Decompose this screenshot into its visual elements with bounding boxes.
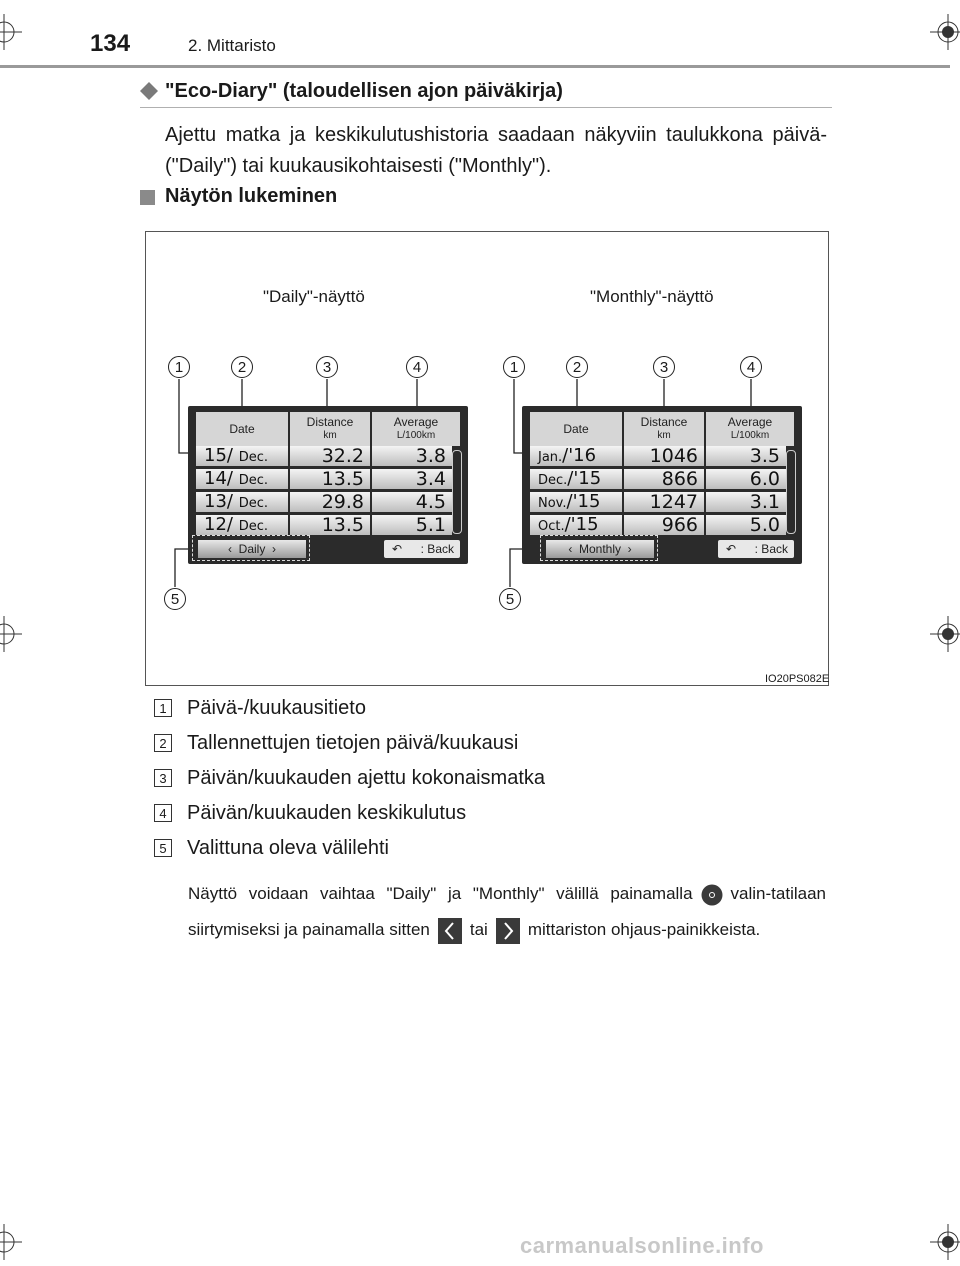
- tab-monthly[interactable]: ‹ Monthly ›: [546, 540, 654, 558]
- left-arrow-button-icon: [438, 918, 462, 944]
- legend-text: Päivän/kuukauden keskikulutus: [187, 802, 467, 824]
- distance-header: Distance km: [290, 412, 370, 446]
- distance-cell: 29.8: [290, 492, 370, 512]
- crop-mark-icon: [930, 616, 960, 652]
- legend-number: 3: [154, 769, 172, 787]
- callout-5: 5: [164, 588, 186, 610]
- distance-header: Distance km: [624, 412, 704, 446]
- diamond-icon: [140, 82, 158, 100]
- section-rule: [140, 107, 832, 108]
- note-paragraph: Näyttö voidaan vaihtaa "Daily" ja "Monthly" välillä painamalla valin-tatilaan siirtymiseksi ja painamalla sitten tai mittariston ohjaus-painikkeista.: [188, 876, 826, 948]
- monthly-screen-caption: "Monthly"-näyttö: [590, 287, 714, 306]
- distance-cell: 13.5: [290, 469, 370, 489]
- callout-4: 4: [406, 356, 428, 378]
- callout-3: 3: [316, 356, 338, 378]
- table-row: [530, 446, 786, 466]
- chapter-title: 2. Mittaristo: [188, 36, 276, 55]
- legend-number: 1: [154, 699, 172, 717]
- average-cell: 6.0: [706, 469, 786, 489]
- back-arrow-icon: ↶: [392, 542, 403, 556]
- callout-4: 4: [740, 356, 762, 378]
- distance-cell: 32.2: [290, 446, 370, 466]
- callout-5: 5: [499, 588, 521, 610]
- distance-cell: 13.5: [290, 515, 370, 535]
- daily-screen-caption: "Daily"-näyttö: [263, 287, 365, 306]
- back-arrow-icon: ↶: [726, 542, 737, 556]
- legend-text: Päivän/kuukauden ajettu kokonaismatka: [187, 767, 546, 789]
- date-cell: Nov./'15: [530, 492, 622, 512]
- tab-daily[interactable]: ‹ Daily ›: [198, 540, 306, 558]
- date-header: Date: [196, 412, 288, 446]
- legend-text: Valittuna oleva välilehti: [187, 837, 389, 859]
- average-cell: 3.5: [706, 446, 786, 466]
- table-row: [530, 515, 786, 535]
- section-title: "Eco-Diary" (taloudellisen ajon päiväkirja): [165, 80, 563, 102]
- callout-3: 3: [653, 356, 675, 378]
- intro-paragraph: Ajettu matka ja keskikulutushistoria saadaan näkyviin taulukkona päivä- ("Daily") tai kuukausikohtaisesti ("Monthly").: [165, 124, 827, 177]
- average-header: Average L/100km: [372, 412, 460, 446]
- daily-screen: [188, 406, 468, 564]
- square-bullet-icon: [140, 190, 155, 205]
- date-cell: 13/ Dec.: [196, 492, 288, 512]
- crop-mark-icon: [930, 14, 960, 50]
- average-cell: 5.0: [706, 515, 786, 535]
- legend-text: Tallennettujen tietojen päivä/kuukausi: [187, 732, 519, 754]
- back-button[interactable]: ↶ : Back: [384, 540, 460, 558]
- back-button[interactable]: ↶ : Back: [718, 540, 794, 558]
- date-cell: 14/ Dec.: [196, 469, 288, 489]
- monthly-screen: [522, 406, 802, 564]
- scrollbar[interactable]: [452, 450, 462, 534]
- date-cell: Jan./'16: [530, 446, 622, 466]
- table-row: [530, 469, 786, 489]
- crop-mark-icon: [0, 14, 22, 50]
- scrollbar[interactable]: [786, 450, 796, 534]
- date-cell: 12/ Dec.: [196, 515, 288, 535]
- callout-1: 1: [503, 356, 525, 378]
- ok-button-icon: [701, 884, 723, 906]
- legend-text: Päivä-/kuukausitieto: [187, 697, 366, 719]
- right-arrow-button-icon: [496, 918, 520, 944]
- subsection-title: Näytön lukeminen: [165, 185, 338, 207]
- average-header: Average L/100km: [706, 412, 794, 446]
- legend-number: 2: [154, 734, 172, 752]
- distance-cell: 966: [624, 515, 704, 535]
- average-cell: 3.8: [372, 446, 452, 466]
- date-cell: Dec./'15: [530, 469, 622, 489]
- table-row: [530, 492, 786, 512]
- crop-mark-icon: [0, 616, 22, 652]
- table-row: [196, 469, 452, 489]
- date-cell: 15/ Dec.: [196, 446, 288, 466]
- distance-cell: 1247: [624, 492, 704, 512]
- table-row: [196, 446, 452, 466]
- distance-cell: 1046: [624, 446, 704, 466]
- callout-2: 2: [231, 356, 253, 378]
- page-number: 134: [90, 30, 131, 57]
- crop-mark-icon: [0, 1224, 22, 1260]
- callout-1: 1: [168, 356, 190, 378]
- legend-number: 4: [154, 804, 172, 822]
- average-cell: 4.5: [372, 492, 452, 512]
- distance-cell: 866: [624, 469, 704, 489]
- date-header: Date: [530, 412, 622, 446]
- header-rule: [0, 65, 950, 68]
- watermark: carmanualsonline.info: [520, 1233, 764, 1258]
- table-row: [196, 492, 452, 512]
- callout-2: 2: [566, 356, 588, 378]
- table-row: [196, 515, 452, 535]
- legend-number: 5: [154, 839, 172, 857]
- date-cell: Oct./'15: [530, 515, 622, 535]
- average-cell: 5.1: [372, 515, 452, 535]
- crop-mark-icon: [930, 1224, 960, 1260]
- average-cell: 3.1: [706, 492, 786, 512]
- average-cell: 3.4: [372, 469, 452, 489]
- figure-code: IO20PS082E: [765, 673, 830, 685]
